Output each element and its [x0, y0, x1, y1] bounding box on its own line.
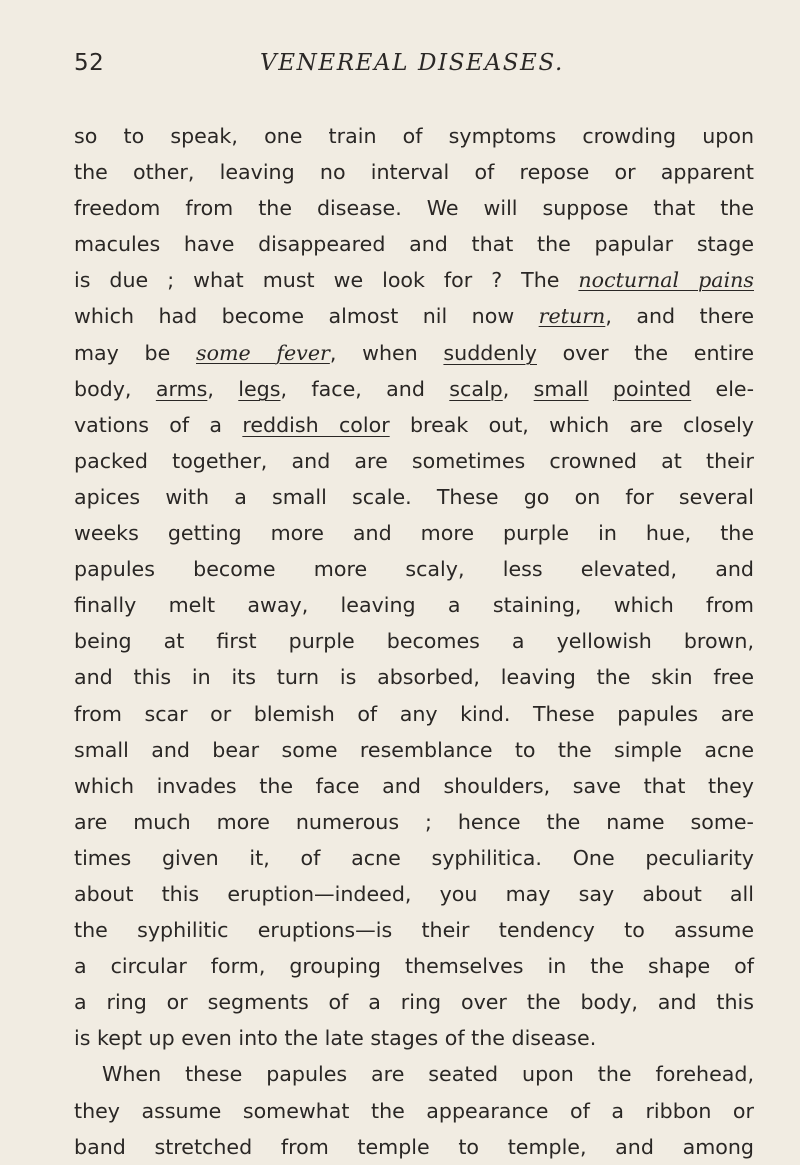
- text-line: [74, 912, 754, 948]
- text-line: [74, 298, 754, 334]
- emphasized-text: small: [533, 376, 589, 401]
- text-segment: weeks getting more and more purple in hue, the: [74, 521, 754, 546]
- text-line: [74, 226, 754, 262]
- emphasized-text: return: [538, 304, 606, 329]
- text-line: [74, 407, 754, 443]
- text-line: [74, 732, 754, 768]
- running-title: VENEREAL DISEASES.: [260, 50, 564, 76]
- text-line: [74, 1056, 754, 1092]
- emphasized-text: nocturnal pains: [578, 268, 754, 293]
- text-segment: so to speak, one train of symptoms crowding upon: [74, 124, 754, 148]
- text-line: [74, 768, 754, 804]
- text-line: [74, 840, 754, 876]
- text-segment: which invades the face and shoulders, save that they: [74, 773, 754, 798]
- text-segment: ele-: [691, 376, 755, 401]
- text-segment: times given it, of acne syphilitica. One peculiarity: [74, 845, 754, 870]
- text-segment: , when: [329, 340, 444, 365]
- text-line: [74, 154, 754, 190]
- emphasized-text: reddish color: [242, 412, 390, 437]
- text-line: [74, 696, 754, 732]
- text-line: [74, 371, 754, 407]
- text-line: [74, 804, 754, 840]
- text-segment: over the entire: [536, 340, 754, 365]
- page-number: 52: [74, 50, 105, 76]
- emphasized-text: legs: [238, 376, 281, 401]
- text-line: [74, 262, 754, 298]
- emphasized-text: pointed: [612, 376, 692, 401]
- text-segment: break out, which are closely: [389, 412, 754, 437]
- text-line: [74, 659, 754, 695]
- text-line: [74, 1129, 754, 1165]
- text-line: [74, 623, 754, 659]
- text-segment: being at first purple becomes a yellowish brown,: [74, 629, 754, 654]
- text-segment: ,: [502, 376, 534, 401]
- text-segment: When these papules are seated upon the forehead,: [102, 1062, 754, 1087]
- text-segment: , and there: [605, 304, 754, 329]
- text-segment: is kept up even into the late stages of the disease.: [74, 1026, 597, 1051]
- text-line: [74, 118, 754, 154]
- text-segment: vations of a: [74, 412, 243, 437]
- text-segment: may be: [74, 340, 196, 365]
- body-text: [74, 118, 754, 1165]
- text-line: [74, 335, 754, 371]
- text-line: [74, 587, 754, 623]
- text-line: [74, 515, 754, 551]
- text-segment: are much more numerous ; hence the name some-: [74, 809, 754, 834]
- text-line: [74, 876, 754, 912]
- text-line: [74, 190, 754, 226]
- text-segment: a circular form, grouping themselves in the shape of: [74, 954, 754, 979]
- text-line: [74, 551, 754, 587]
- text-segment: apices with a small scale. These go on for several: [74, 484, 754, 509]
- emphasized-text: some fever: [196, 340, 330, 365]
- text-segment: the syphilitic eruptions—is their tendency to assume: [74, 918, 754, 943]
- text-segment: body,: [74, 376, 156, 401]
- text-segment: macules have disappeared and that the papular stage: [74, 232, 754, 257]
- text-segment: band stretched from temple to temple, and among: [74, 1134, 754, 1159]
- text-line: [74, 984, 754, 1020]
- emphasized-text: scalp: [449, 376, 503, 401]
- text-segment: about this eruption—indeed, you may say about all: [74, 881, 754, 906]
- text-segment: ,: [207, 376, 239, 401]
- text-line: [74, 948, 754, 984]
- text-segment: freedom from the disease. We will suppose that the: [74, 196, 754, 221]
- text-line: [74, 1020, 754, 1056]
- text-line: [74, 479, 754, 515]
- emphasized-text: suddenly: [443, 340, 537, 365]
- text-segment: small and bear some resemblance to the simple acne: [74, 737, 754, 762]
- text-segment: from scar or blemish of any kind. These papules are: [74, 701, 754, 726]
- running-head: [74, 50, 754, 84]
- text-segment: packed together, and are sometimes crowned at their: [74, 448, 754, 473]
- text-segment: papules become more scaly, less elevated, and: [74, 557, 754, 582]
- text-segment: [589, 377, 613, 401]
- text-line: [74, 1093, 754, 1129]
- text-segment: which had become almost nil now: [74, 304, 539, 329]
- text-segment: finally melt away, leaving a staining, which from: [74, 593, 754, 618]
- emphasized-text: arms: [155, 376, 208, 401]
- text-segment: is due ; what must we look for ? The: [74, 268, 579, 293]
- text-segment: a ring or segments of a ring over the body, and this: [74, 990, 754, 1015]
- text-segment: they assume somewhat the appearance of a ribbon or: [74, 1098, 754, 1123]
- text-segment: the other, leaving no interval of repose or apparent: [74, 160, 754, 185]
- text-segment: , face, and: [280, 376, 450, 401]
- text-segment: and this in its turn is absorbed, leaving the skin free: [74, 665, 754, 690]
- text-line: [74, 443, 754, 479]
